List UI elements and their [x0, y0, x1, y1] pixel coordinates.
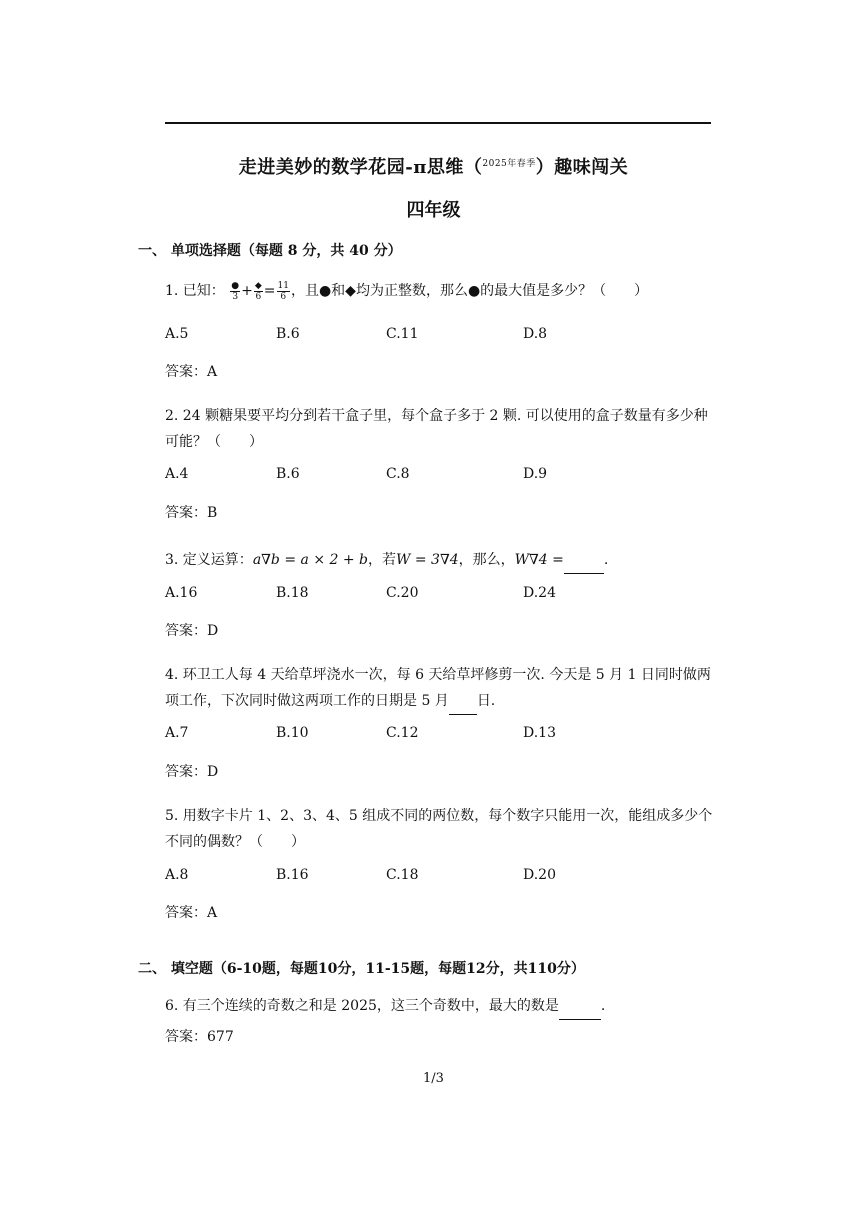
- q3-answer: 答案：D: [165, 623, 219, 639]
- q4-option-d: D.13: [523, 725, 556, 741]
- q1-option-d: D.8: [523, 326, 548, 342]
- fraction-circle-over-3: $\frac{●}{3}$: [231, 280, 240, 302]
- q2-option-c: C.8: [386, 466, 410, 482]
- q5-option-d: D.20: [523, 867, 556, 883]
- q2-answer: 答案：B: [165, 505, 218, 521]
- q3-option-b: B.18: [276, 585, 309, 601]
- q4-option-b: B.10: [276, 725, 309, 741]
- q3-suffix: .: [603, 552, 609, 568]
- q2-option-a: A.4: [165, 466, 189, 482]
- q1-option-c: C.11: [386, 326, 419, 342]
- q3-formula-2: W = 3∇4: [396, 552, 459, 568]
- q2-option-d: D.9: [523, 466, 548, 482]
- question-5: 5. 用数字卡片 1、2、3、4、5 组成不同的两位数，每个数字只能用一次，能组成多少个不同的偶数？（ ）: [165, 808, 713, 850]
- fraction-diamond-over-6: $\frac{◆}{6}$: [254, 280, 262, 302]
- q6-answer-blank: [559, 993, 601, 1020]
- q3-prefix: 3. 定义运算：: [165, 552, 253, 568]
- q2-option-b: B.6: [276, 466, 300, 482]
- q1-prefix: 1. 已知：: [165, 283, 225, 299]
- title-end: ）趣味闯关: [535, 157, 629, 178]
- grade-heading: 四年级: [406, 200, 461, 221]
- page-title: [0, 153, 867, 179]
- plus-sign: +: [241, 283, 253, 299]
- equals-sign: =: [263, 283, 276, 299]
- question-1: [165, 278, 717, 304]
- q3-formula-3: W∇4 =: [514, 552, 564, 568]
- q5-option-a: A.8: [165, 867, 189, 883]
- q3-answer-blank: [564, 547, 604, 574]
- q3-option-c: C.20: [386, 585, 419, 601]
- q1-answer: 答案：A: [165, 364, 218, 380]
- q4-option-a: A.7: [165, 725, 189, 741]
- section-heading-fill-in: 二、 填空题（6-10题，每题10分，11-15题，每题12分，共110分）: [138, 961, 585, 977]
- q3-option-d: D.24: [523, 585, 556, 601]
- q4-option-c: C.12: [386, 725, 419, 741]
- q3-formula: a∇b = a × 2 + b: [252, 552, 369, 568]
- page-number: 1/3: [423, 1071, 444, 1086]
- question-2: 2. 24 颗糖果要平均分到若干盒子里，每个盒子多于 2 颗. 可以使用的盒子数量有多少种可能？（ ）: [165, 408, 708, 450]
- title-superscript: 2025年春季: [482, 159, 536, 169]
- q4-text: 4. 环卫工人每 4 天给草坪浇水一次，每 6 天给草坪修剪一次. 今天是 5 月 1 日同时做两项工作，下次同时做这两项工作的日期是 5 月: [165, 667, 711, 709]
- q1-suffix: ，且●和◆均为正整数，那么●的最大值是多少？（ ）: [290, 283, 649, 299]
- q6-answer: 答案：677: [165, 1029, 234, 1045]
- section-heading-choice: 一、 单项选择题（每题 8 分，共 40 分）: [138, 243, 402, 259]
- title-main: 走进美妙的数学花园-π思维（: [238, 157, 483, 178]
- header-rule: [165, 122, 711, 124]
- q6-text: 6. 有三个连续的奇数之和是 2025，这三个奇数中，最大的数是: [165, 998, 559, 1014]
- question-3: [165, 547, 717, 574]
- fraction-11-over-6: $\frac{11}{6}$: [277, 280, 289, 302]
- q3-middle-2: ，那么，: [458, 552, 515, 568]
- q3-option-a: A.16: [165, 585, 198, 601]
- q1-option-b: B.6: [276, 326, 300, 342]
- q5-option-c: C.18: [386, 867, 419, 883]
- q5-option-b: B.16: [276, 867, 309, 883]
- q3-middle: ，若: [368, 552, 397, 568]
- q4-suffix: 日.: [476, 693, 496, 709]
- q6-suffix: .: [600, 998, 606, 1014]
- q4-answer-blank: [449, 688, 477, 715]
- question-4: [165, 662, 717, 715]
- q5-answer: 答案：A: [165, 905, 218, 921]
- question-6: [165, 993, 717, 1020]
- q4-answer: 答案：D: [165, 764, 219, 780]
- q1-option-a: A.5: [165, 326, 189, 342]
